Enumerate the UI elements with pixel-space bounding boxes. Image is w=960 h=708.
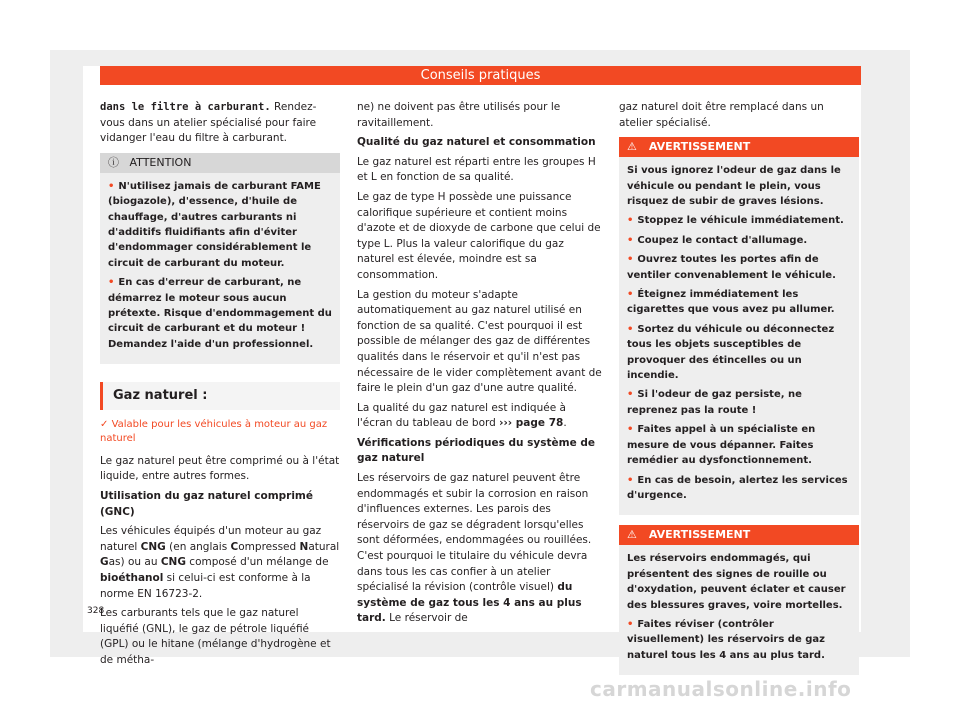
text: Le réservoir de <box>389 612 468 625</box>
paragraph: La gestion du moteur s'adapte automatiquement au gaz naturel utilisé en fonction de sa qualité. C'est pourquoi il est possible de mélanger des gaz de différentes qualités dans le réservoir et qu'il n'est pas nécessaire de le vider complètement avant de faire le plein d'un gaz d'une autre qualité. <box>357 288 602 395</box>
warning-header <box>619 137 859 157</box>
warning-item-text: Faites réviser (contrôler visuellement) les réservoirs de gaz naturel tous les 4 ans au plus tard. <box>627 618 825 661</box>
warning-body <box>619 545 859 675</box>
warning-title: AVERTISSEMENT <box>648 528 751 542</box>
attention-item <box>108 275 332 352</box>
warning-item <box>627 387 851 418</box>
warning-item-text: Coupez le contact d'allumage. <box>637 234 808 246</box>
text-bold: N <box>299 540 309 553</box>
attention-item-text: En cas d'erreur de carburant, ne démarrez le moteur sous aucun prétexte. Risque d'endommagement du circuit de carburant et du moteur ! Demandez l'aide d'un professionnel. <box>108 277 332 350</box>
page-reference-link[interactable]: ››› page 78 <box>499 417 564 430</box>
page-number: 328 <box>87 606 105 616</box>
warning-triangle-icon: ⚠ <box>627 140 637 154</box>
bullet-icon: • <box>627 289 634 301</box>
check-icon: ✓ <box>100 418 109 430</box>
warning-item-text: En cas de besoin, alertez les services d'urgence. <box>627 474 848 501</box>
warning-header <box>619 525 859 545</box>
text-bold: bioéthanol <box>100 572 164 584</box>
warning-body <box>619 157 859 515</box>
text-bold: G <box>100 556 109 569</box>
column-2 <box>357 100 602 631</box>
bullet-icon: • <box>627 323 634 335</box>
paragraph: Le gaz naturel est réparti entre les groupes H et L en fonction de sa qualité. <box>357 155 596 184</box>
warning-item-text: Ouvrez toutes les portes afin de ventiler convenablement le véhicule. <box>627 254 836 281</box>
paragraph: gaz naturel doit être remplacé dans un atelier spécialisé. <box>619 101 824 129</box>
attention-header <box>100 153 340 173</box>
attention-body <box>100 173 340 364</box>
warning-item-text: Stoppez le véhicule immédiatement. <box>637 215 844 227</box>
paragraph: ne) ne doivent pas être utilisés pour le ravitaillement. <box>357 101 561 129</box>
warning-item <box>627 287 851 318</box>
text: La qualité du gaz naturel est indiquée à l'écran du tableau de bord <box>357 401 566 430</box>
warning-item-text: Faites appel à un spécialiste en mesure de vous dépanner. Faites remédier au dysfonctionnement. <box>627 424 816 467</box>
warning-item <box>627 617 851 663</box>
bullet-icon: • <box>627 474 634 486</box>
paragraph-checks <box>357 471 602 627</box>
text: (en anglais <box>169 540 228 553</box>
subheading-usage: Utilisation du gaz naturel comprimé (GNC) <box>100 490 313 518</box>
warning-item-text: Si l'odeur de gaz persiste, ne reprenez pas la route ! <box>627 389 802 416</box>
paragraph-cng <box>100 524 340 602</box>
warning-item-text: Sortez du véhicule ou déconnectez tous les objets susceptibles de provoquer des étincelles ou un incendie. <box>627 323 835 382</box>
text-bold: CNG <box>160 556 186 569</box>
warning-item <box>627 322 851 384</box>
text: atural <box>308 540 340 553</box>
warning-intro: Les réservoirs endommagés, qui présentent des signes de rouille ou d'oxydation, peuvent éclater et causer des blessures graves, voire mortelles. <box>627 553 846 611</box>
warning-item <box>627 252 851 283</box>
bullet-icon: • <box>108 277 115 289</box>
warning-item <box>627 473 851 504</box>
bullet-icon: • <box>627 234 634 246</box>
watermark: carmanualsonline.info <box>590 677 852 701</box>
paragraph: Le gaz naturel peut être comprimé ou à l'état liquide, entre autres formes. <box>100 454 340 483</box>
warning-item <box>627 422 851 468</box>
text: ompressed <box>238 540 297 553</box>
warning-box-gas-odor <box>619 137 859 515</box>
bullet-icon: • <box>627 424 634 436</box>
column-3 <box>619 100 859 685</box>
text-bold: CNG <box>140 540 166 553</box>
text: si celui-ci est conforme à la norme EN 16723-2. <box>100 572 311 600</box>
bullet-icon: • <box>627 215 634 227</box>
bullet-icon: • <box>627 618 634 630</box>
validity-note-text: Valable pour les véhicules à moteur au gaz naturel <box>100 418 328 444</box>
subheading-checks: Vérifications périodiques du système de gaz naturel <box>357 436 596 465</box>
section-title: Gaz naturel : <box>100 382 340 410</box>
paragraph: Les carburants tels que le gaz naturel liquéfié (GNL), le gaz de pétrole liquéfié (GPL) ou le hitane (mélange d'hydrogène et de métha- <box>100 607 331 666</box>
intro-paragraph <box>100 100 340 147</box>
attention-item <box>108 179 332 271</box>
text: as) ou au <box>108 556 158 569</box>
column-1 <box>100 100 340 673</box>
text: Les véhicules équipés d'un moteur au gaz naturel <box>100 525 322 553</box>
paragraph: Le gaz de type H possède une puissance calorifique supérieure et contient moins d'azote et de dioxyde de carbone que celui de type L. Plus la valeur calorifique du gaz naturel est élevée, moindre est sa consommation. <box>357 190 601 281</box>
text: Les réservoirs de gaz naturel peuvent être endommagés et subir la corrosion en raison d'influences externes. Les parois des réservoirs de gaz se dégradent lorsqu'elles sont déformées, endommagées ou rouillées. C'est pourquoi le titulaire du véhicule devra dans tous les cas confier à un atelier spécialisé la révision (contrôle visuel) <box>357 472 592 594</box>
warning-item <box>627 233 851 248</box>
intro-mono-text: dans le filtre à carburant. <box>100 101 271 113</box>
text-bold: C <box>230 540 239 553</box>
warning-title: AVERTISSEMENT <box>648 140 751 154</box>
intro-text: Rendez-vous dans un atelier spécialisé pour faire vidanger l'eau du filtre à carburant. <box>100 101 317 145</box>
validity-note <box>100 418 340 446</box>
paragraph-reference <box>357 401 602 432</box>
warning-triangle-icon: ⚠ <box>627 528 637 542</box>
warning-intro: Si vous ignorez l'odeur de gaz dans le véhicule ou pendant le plein, vous risquez de subir de graves lésions. <box>627 165 841 207</box>
attention-item-text: N'utilisez jamais de carburant FAME (biogazole), d'essence, d'huile de chauffage, d'autres carburants ni d'additifs fluidifiants afin d'éviter d'endommager considérablement le circuit de carburant du moteur. <box>108 180 321 269</box>
warning-item-text: Éteignez immédiatement les cigarettes que vous avez pu allumer. <box>627 289 835 316</box>
warning-box-tanks <box>619 525 859 675</box>
attention-title: ATTENTION <box>129 155 192 169</box>
bullet-icon: • <box>627 254 634 266</box>
bullet-icon: • <box>108 180 115 192</box>
attention-box <box>100 153 340 364</box>
warning-item <box>627 213 851 228</box>
bullet-icon: • <box>627 389 634 401</box>
info-icon: ⓘ <box>108 155 119 169</box>
text: composé d'un mélange de <box>189 556 329 569</box>
text: . <box>563 417 567 430</box>
subheading-quality: Qualité du gaz naturel et consommation <box>357 136 596 149</box>
text-bold: du système de gaz tous les 4 ans au plus tard. <box>357 581 582 625</box>
page-header: Conseils pratiques <box>100 66 861 85</box>
